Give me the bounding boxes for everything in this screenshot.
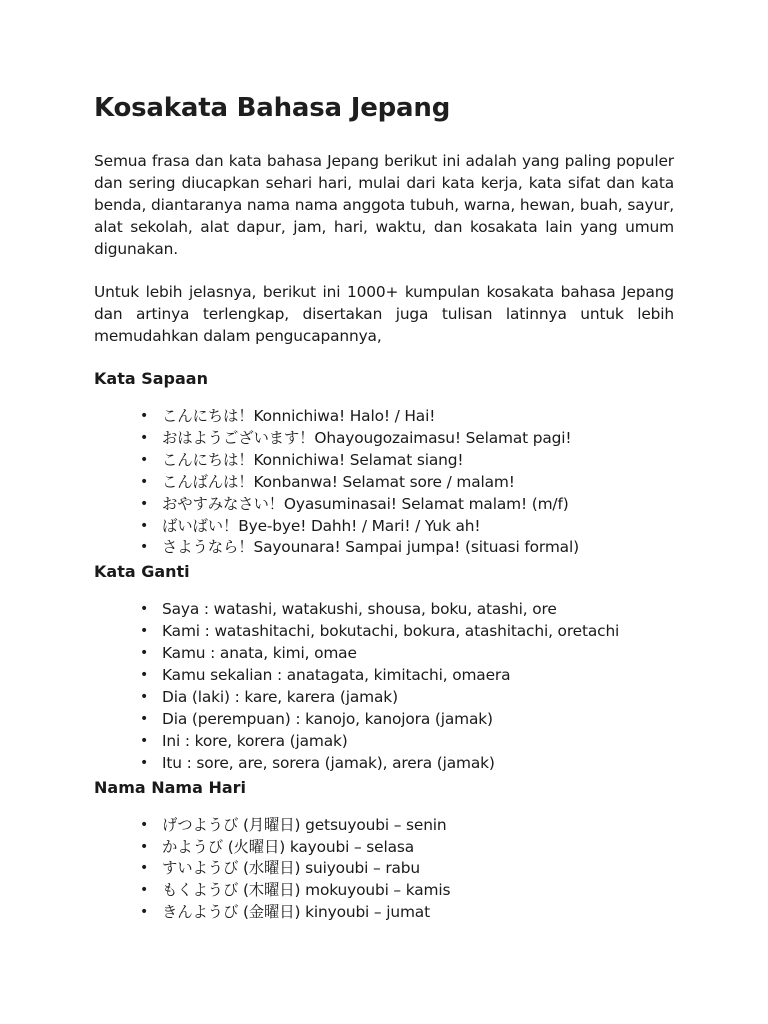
list-item (140, 643, 674, 665)
page-title: Kosakata Bahasa Jepang (94, 93, 451, 123)
list-item-text: Kamu : anata, kimi, omae (162, 644, 357, 663)
list-item (140, 494, 674, 516)
detail-paragraph: Untuk lebih jelasnya, berikut ini 1000+ kumpulan kosakata bahasa Jepang dan artinya terlengkap, disertakan juga tulisan latinnya untuk lebih memudahkan dalam pengucapannya, (94, 283, 674, 345)
bullet-icon: • (140, 816, 149, 833)
section-heading-kata-ganti: Kata Ganti (94, 562, 190, 582)
list-item-text: おはようございます！Ohayougozaimasu! Selamat pagi! (162, 428, 572, 447)
list-item (140, 428, 674, 450)
list-item-text: ばいばい！Bye-bye! Dahh! / Mari! / Yuk ah! (162, 516, 481, 535)
list-item-text: すいようび (水曜日) suiyoubi – rabu (162, 859, 421, 878)
bullet-icon: • (140, 601, 149, 618)
list-item (140, 815, 674, 837)
list-item (140, 599, 674, 621)
list-item (140, 406, 674, 428)
bullet-icon: • (140, 904, 149, 921)
bullet-icon: • (140, 710, 149, 727)
list-item (140, 687, 674, 709)
list-item (140, 880, 674, 902)
list-item (140, 621, 674, 643)
list-item-text: こんにちは！Konnichiwa! Selamat siang! (162, 450, 464, 469)
bullet-icon: • (140, 495, 149, 512)
bullet-icon: • (140, 838, 149, 855)
bullet-icon: • (140, 408, 149, 424)
bullet-icon: • (140, 754, 149, 771)
list-item-text: きんようび (金曜日) kinyoubi – jumat (162, 903, 430, 922)
list-item-text: かようび (火曜日) kayoubi – selasa (162, 837, 414, 856)
bullet-icon: • (140, 882, 149, 899)
bullet-icon: • (140, 429, 149, 446)
list-item-text: Ini : kore, korera (jamak) (162, 731, 348, 750)
list-item (140, 450, 674, 472)
list-item (140, 731, 674, 753)
list-item-text: もくようび (木曜日) mokuyoubi – kamis (162, 881, 451, 900)
bullet-icon: • (140, 517, 149, 534)
bullet-icon: • (140, 860, 149, 877)
list-item (140, 709, 674, 731)
list-item (140, 537, 674, 559)
list-nama-nama-hari (94, 815, 674, 925)
list-item-text: Kamu sekalian : anatagata, kimitachi, omaera (162, 666, 511, 685)
document-page (94, 92, 674, 924)
bullet-icon: • (140, 645, 149, 662)
bullet-icon: • (140, 667, 149, 684)
list-item-text: さようなら！Sayounara! Sampai jumpa! (situasi formal) (162, 538, 579, 557)
list-item-text: こんばんは！Konbanwa! Selamat sore / malam! (162, 472, 515, 491)
list-item-text: Itu : sore, are, sorera (jamak), arera (jamak) (162, 753, 495, 772)
bullet-icon: • (140, 451, 149, 468)
bullet-icon: • (140, 732, 149, 749)
list-item (140, 837, 674, 859)
list-item-text: Dia (perempuan) : kanojo, kanojora (jamak) (162, 709, 493, 728)
list-kata-ganti (94, 599, 674, 774)
list-item (140, 753, 674, 775)
list-item-text: おやすみなさい！Oyasuminasai! Selamat malam! (m/f) (162, 494, 569, 513)
bullet-icon: • (140, 473, 149, 490)
bullet-icon: • (140, 623, 149, 640)
list-item (140, 665, 674, 687)
list-item (140, 472, 674, 494)
list-item (140, 516, 674, 538)
list-item-text: Dia (laki) : kare, karera (jamak) (162, 687, 398, 706)
list-item (140, 902, 674, 924)
intro-paragraph: Semua frasa dan kata bahasa Jepang berikut ini adalah yang paling populer dan sering diucapkan sehari hari, mulai dari kata kerja, kata sifat dan kata benda, diantaranya nama nama anggota tubuh, warna, hewan, buah, sayur, alat sekolah, alat dapur, jam, hari, waktu, dan kosakata lain yang umum digunakan. (94, 152, 674, 258)
list-kata-sapaan (94, 406, 674, 559)
list-item (140, 858, 674, 880)
list-item-text: Kami : watashitachi, bokutachi, bokura, atashitachi, oretachi (162, 622, 620, 641)
bullet-icon: • (140, 688, 149, 705)
list-item-text: こんにちは！Konnichiwa! Halo! / Hai! (162, 407, 436, 425)
section-heading-nama-nama-hari: Nama Nama Hari (94, 777, 247, 797)
list-item-text: げつようび (月曜日) getsuyoubi – senin (162, 815, 447, 834)
list-item-text: Saya : watashi, watakushi, shousa, boku, atashi, ore (162, 600, 557, 619)
section-heading-kata-sapaan: Kata Sapaan (94, 369, 208, 388)
bullet-icon: • (140, 539, 149, 556)
